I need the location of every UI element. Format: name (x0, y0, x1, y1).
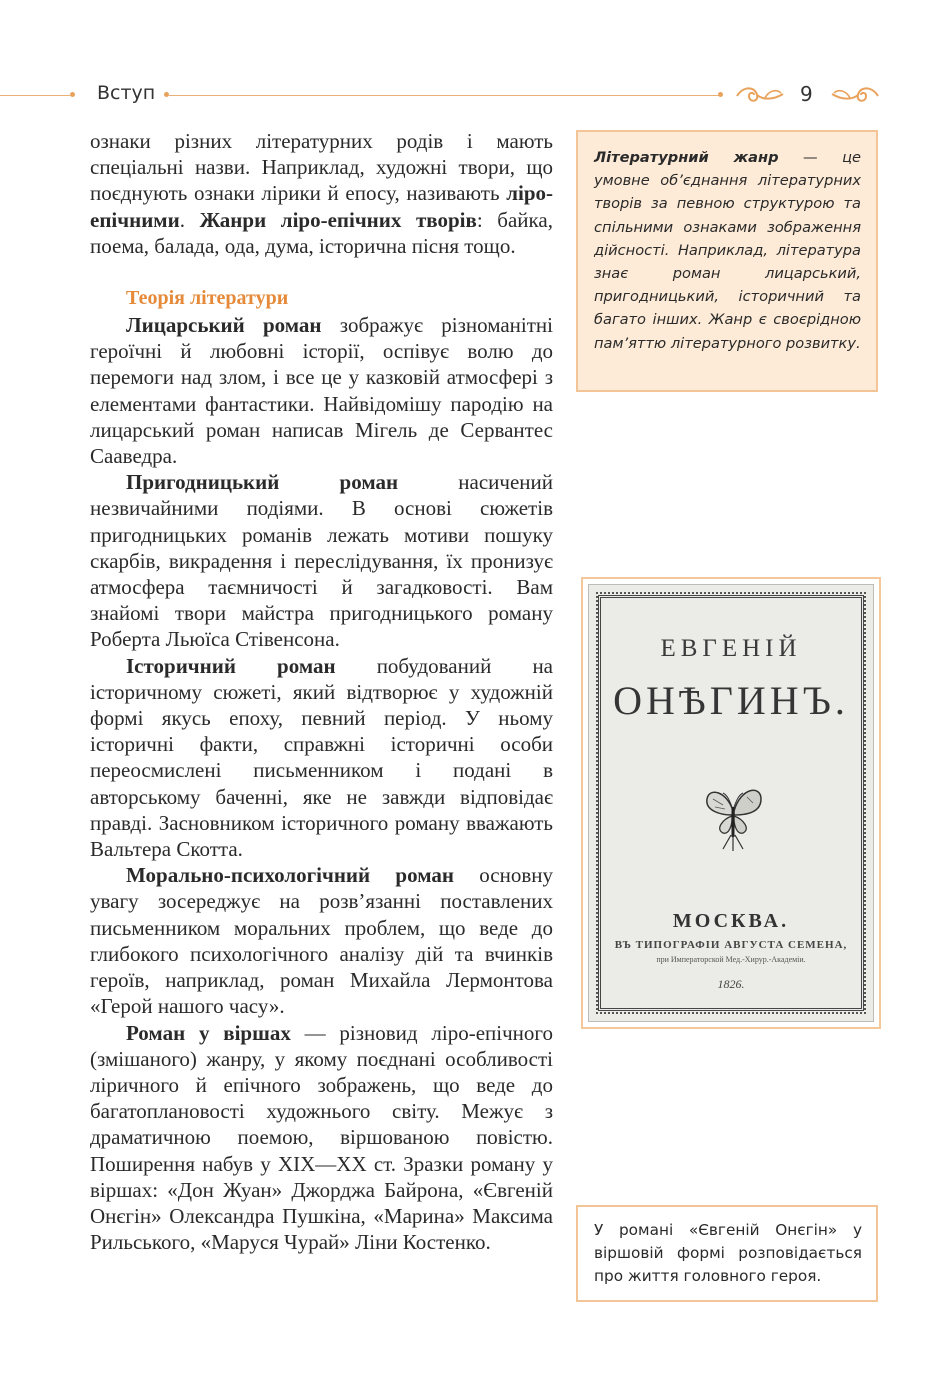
intro-term-lyro-epic: ліро-епічними (90, 181, 553, 232)
term-historical-novel: Історичний роман (126, 653, 336, 678)
text-historical-novel: побудований на історичному сюжеті, який відтворює у художній формі якусь епоху, певний період. У ньому історичні факти, справжні історичні особи переосмислені письменником і подані в авторському баченні, яке не завжди відповідає правді. Засновником історичного роману вважають Вальтера Скотта. (90, 653, 553, 862)
cover-printer: ВЪ ТИПОГРАФІИ АВГУСТА СЕМЕНА, (614, 939, 848, 951)
paragraph-novel-in-verse (90, 1020, 553, 1256)
caption-box: У романі «Євгеній Онєгін» у віршовій формі розповідається про життя головного героя. (576, 1205, 878, 1302)
term-psychological-novel: Морально-психологічний роман (126, 863, 454, 888)
text-adventure-novel: насичений незвичайними подіями. В основі сюжетів пригодницьких романів лежать мотиви пошуку скарбів, викрадення і переслідування, їх пронизує атмосфера таємничості й загадковості. Вам знайомі твори майстра пригодницького роману Роберта Льюїса Стівенсона. (90, 470, 554, 652)
cover-city: МОСКВА. (672, 910, 790, 932)
definition-term: Літературний жанр (594, 149, 779, 166)
intro-text-3: : байка, поема, балада, ода, дума, історична пісня тощо. (90, 207, 553, 258)
paragraph-psychological-novel (90, 862, 553, 1019)
header-dot-right (718, 92, 723, 97)
cover-title-line1: ЕВГЕНІЙ (660, 635, 802, 662)
text-novel-in-verse: — різновид ліро-епічного (змішаного) жанру, у якому поєднані особливості ліричного й епічного зображень, що веде до багатоплановості художнього світу. Межує з драматичною поемою, віршованою повістю. Поширення набув у XIX—XX ст. Зразки роману у віршах: «Дон Жуан» Джорджа Байрона, «Євгеній Онєгін» Олександра Пушкіна, «Марина» Максима Рильського, «Маруся Чурай» Ліни Костенко. (90, 1020, 553, 1255)
intro-paragraph (90, 128, 553, 259)
cover-title-line2: ОНѢГИНЪ. (613, 678, 849, 723)
header-rule-left (0, 95, 70, 96)
main-text-column (90, 128, 553, 1255)
intro-text-2: . (179, 207, 200, 232)
definition-text: — це умовне об’єднання літературних творів за певною структурою та спільними ознаками зображення дійсності. Наприклад, література знає роман лицарський, пригодницький, історичний та багато інших. Жанр є своєрідною пам’яттю літературного розвитку. (594, 149, 861, 352)
cover-printer-line2: при Императорской Мед.-Хирур.-Академіи. (656, 955, 806, 964)
text-psychological-novel: основну увагу зосереджує на розв’язанні поставлених письменником моральних проблем, що веде до глибокого психологічного аналізу дій та вчинків героїв, наприклад, роман Михайла Лермонтова «Герой нашого часу». (90, 863, 553, 1019)
ornament-left-icon (735, 84, 785, 106)
paragraph-adventure-novel (90, 469, 553, 652)
theory-heading: Теорія літератури (126, 287, 289, 310)
butterfly-icon (701, 781, 765, 853)
page-number: 9 (800, 82, 813, 106)
header-dot-left (70, 92, 75, 97)
book-cover (588, 584, 874, 1022)
cover-year: 1826. (717, 977, 745, 991)
intro-term-genres: Жанри ліро-епічних творів (199, 207, 477, 232)
paragraph-chivalric-novel (90, 312, 553, 469)
book-cover-illustration (581, 577, 881, 1029)
ornament-right-icon (830, 84, 880, 106)
intro-text-1: ознаки різних літературних родів і мають спеціальні назви. Наприклад, художні твори, що поєднують ознаки лірики й епосу, називають (90, 129, 553, 206)
term-novel-in-verse: Роман у віршах (126, 1020, 291, 1045)
term-chivalric-novel: Лицарський роман (126, 313, 322, 338)
definition-box (576, 130, 878, 392)
text-chivalric-novel: зображує різноманітні героїчні й любовні історії, оспівує волю до перемоги над злом, і все це у казковій атмосфері з елементами фантастики. Найвідомішу пародію на лицарський роман написав Мігель де Сервантес Сааведра. (90, 313, 553, 469)
term-adventure-novel: Пригодницький роман (126, 470, 399, 495)
header-rule-main (169, 95, 720, 96)
header-section-title: Вступ (97, 82, 156, 104)
paragraph-historical-novel (90, 653, 553, 863)
